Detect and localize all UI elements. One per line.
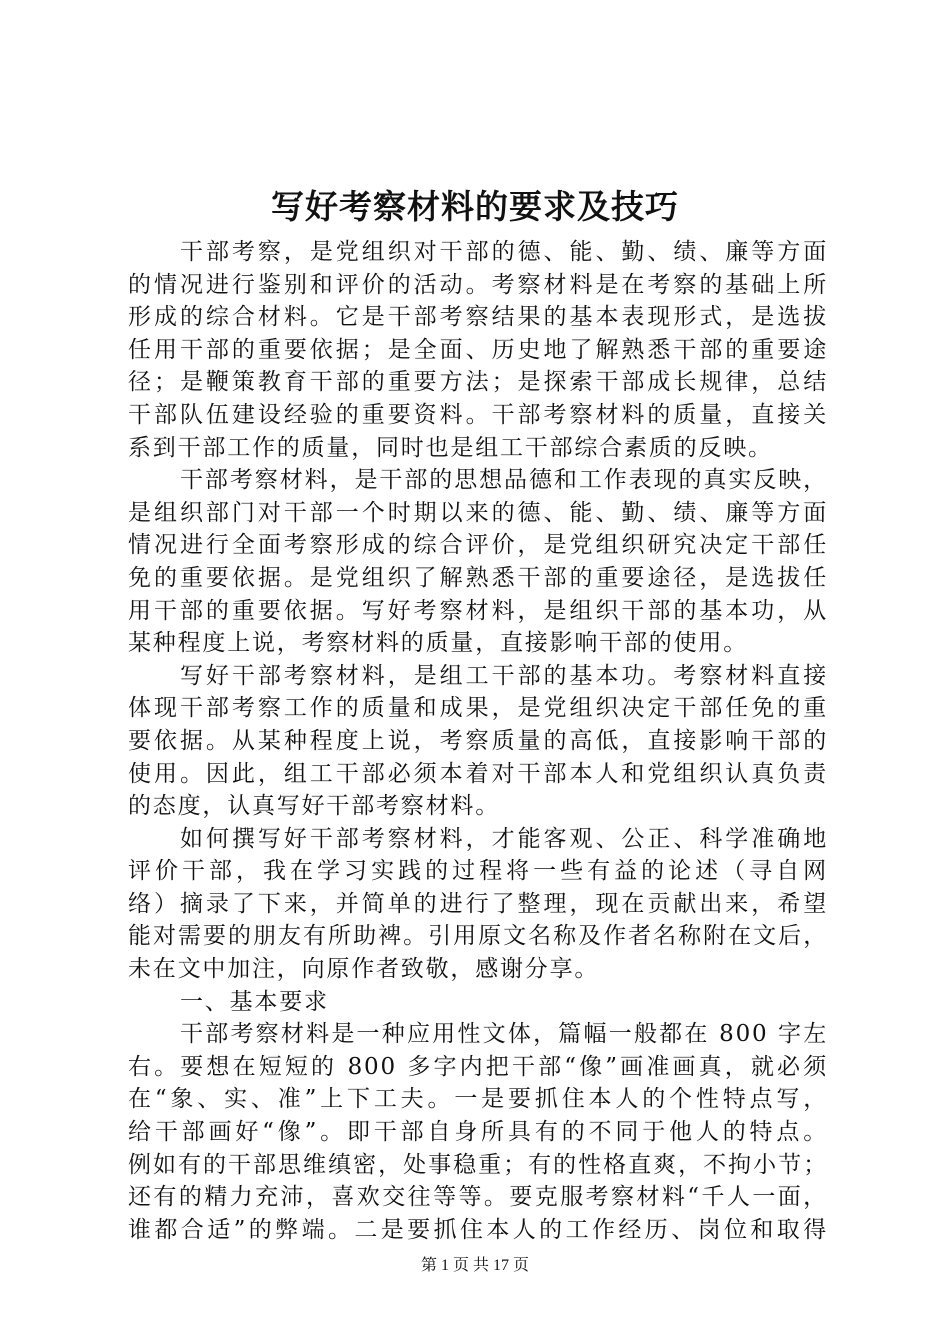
page-number-footer: 第 1 页 共 17 页 [420,1257,529,1274]
text-line: 要依据。从某种程度上说，考察质量的高低，直接影响干部的 [128,727,828,754]
text-line: 谁都合适”的弊端。二是要抓住本人的工作经历、岗位和取得 [128,1216,828,1243]
text-line: 右。要想在短短的 800 多字内把干部“像”画准画真，就必须 [128,1053,828,1080]
text-line: 情况进行全面考察形成的综合评价，是党组织研究决定干部任 [128,532,828,559]
text-line: 的态度，认真写好干部考察材料。 [128,793,500,820]
text-line: 干部考察材料是一种应用性文体，篇幅一般都在 800 字左 [180,1021,828,1048]
text-line: 给干部画好“像”。即干部自身所具有的不同于他人的特点。 [128,1119,828,1146]
paragraph [128,823,828,986]
paragraph [128,464,828,660]
paragraph [128,660,828,823]
text-line: 任用干部的重要依据；是全面、历史地了解熟悉干部的重要途 [128,336,828,363]
text-line: 的情况进行鉴别和评价的活动。考察材料是在考察的基础上所 [128,271,828,298]
text-line: 系到干部工作的质量，同时也是组工干部综合素质的反映。 [128,434,773,461]
text-line: 某种程度上说，考察材料的质量，直接影响干部的使用。 [128,630,748,657]
text-line: 是组织部门对干部一个时期以来的德、能、勤、绩、廉等方面 [128,499,828,526]
text-line: 在“象、实、准”上下工夫。一是要抓住本人的个性特点写， [128,1086,828,1113]
text-line: 络）摘录了下来，并简单的进行了整理，现在贡献出来，希望 [128,890,828,917]
text-line: 免的重要依据。是党组织了解熟悉干部的重要途径，是选拔任 [128,564,828,591]
text-line: 径；是鞭策教育干部的重要方法；是探索干部成长规律，总结 [128,369,828,396]
text-line: 写好干部考察材料，是组工干部的基本功。考察材料直接 [180,662,828,689]
paragraph [128,1018,828,1246]
text-line: 干部考察材料，是干部的思想品德和工作表现的真实反映， [180,467,828,494]
document-body [128,236,828,1246]
text-line: 例如有的干部思维缜密，处事稳重；有的性格直爽，不拘小节； [128,1151,828,1178]
document-title: 写好考察材料的要求及技巧 [271,187,679,226]
text-line: 体现干部考察工作的质量和成果，是党组织决定干部任免的重 [128,695,828,722]
text-line: 形成的综合材料。它是干部考察结果的基本表现形式，是选拔 [128,304,828,331]
text-line: 评价干部，我在学习实践的过程将一些有益的论述（寻自网 [128,858,828,885]
text-line: 未在文中加注，向原作者致敬，感谢分享。 [128,956,600,983]
text-line: 能对需要的朋友有所助裨。引用原文名称及作者名称附在文后， [128,923,828,950]
text-line: 使用。因此，组工干部必须本着对干部本人和党组织认真负责 [128,760,828,787]
text-line: 干部考察，是党组织对干部的德、能、勤、绩、廉等方面 [180,239,828,265]
text-line: 还有的精力充沛，喜欢交往等等。要克服考察材料“千人一面， [128,1184,828,1211]
section-heading: 一、基本要求 [180,988,329,1015]
text-line: 用干部的重要依据。写好考察材料，是组织干部的基本功，从 [128,597,828,624]
paragraph [128,236,828,464]
text-line: 如何撰写好干部考察材料，才能客观、公正、科学准确地 [180,825,828,852]
text-line: 干部队伍建设经验的重要资料。干部考察材料的质量，直接关 [128,401,828,428]
